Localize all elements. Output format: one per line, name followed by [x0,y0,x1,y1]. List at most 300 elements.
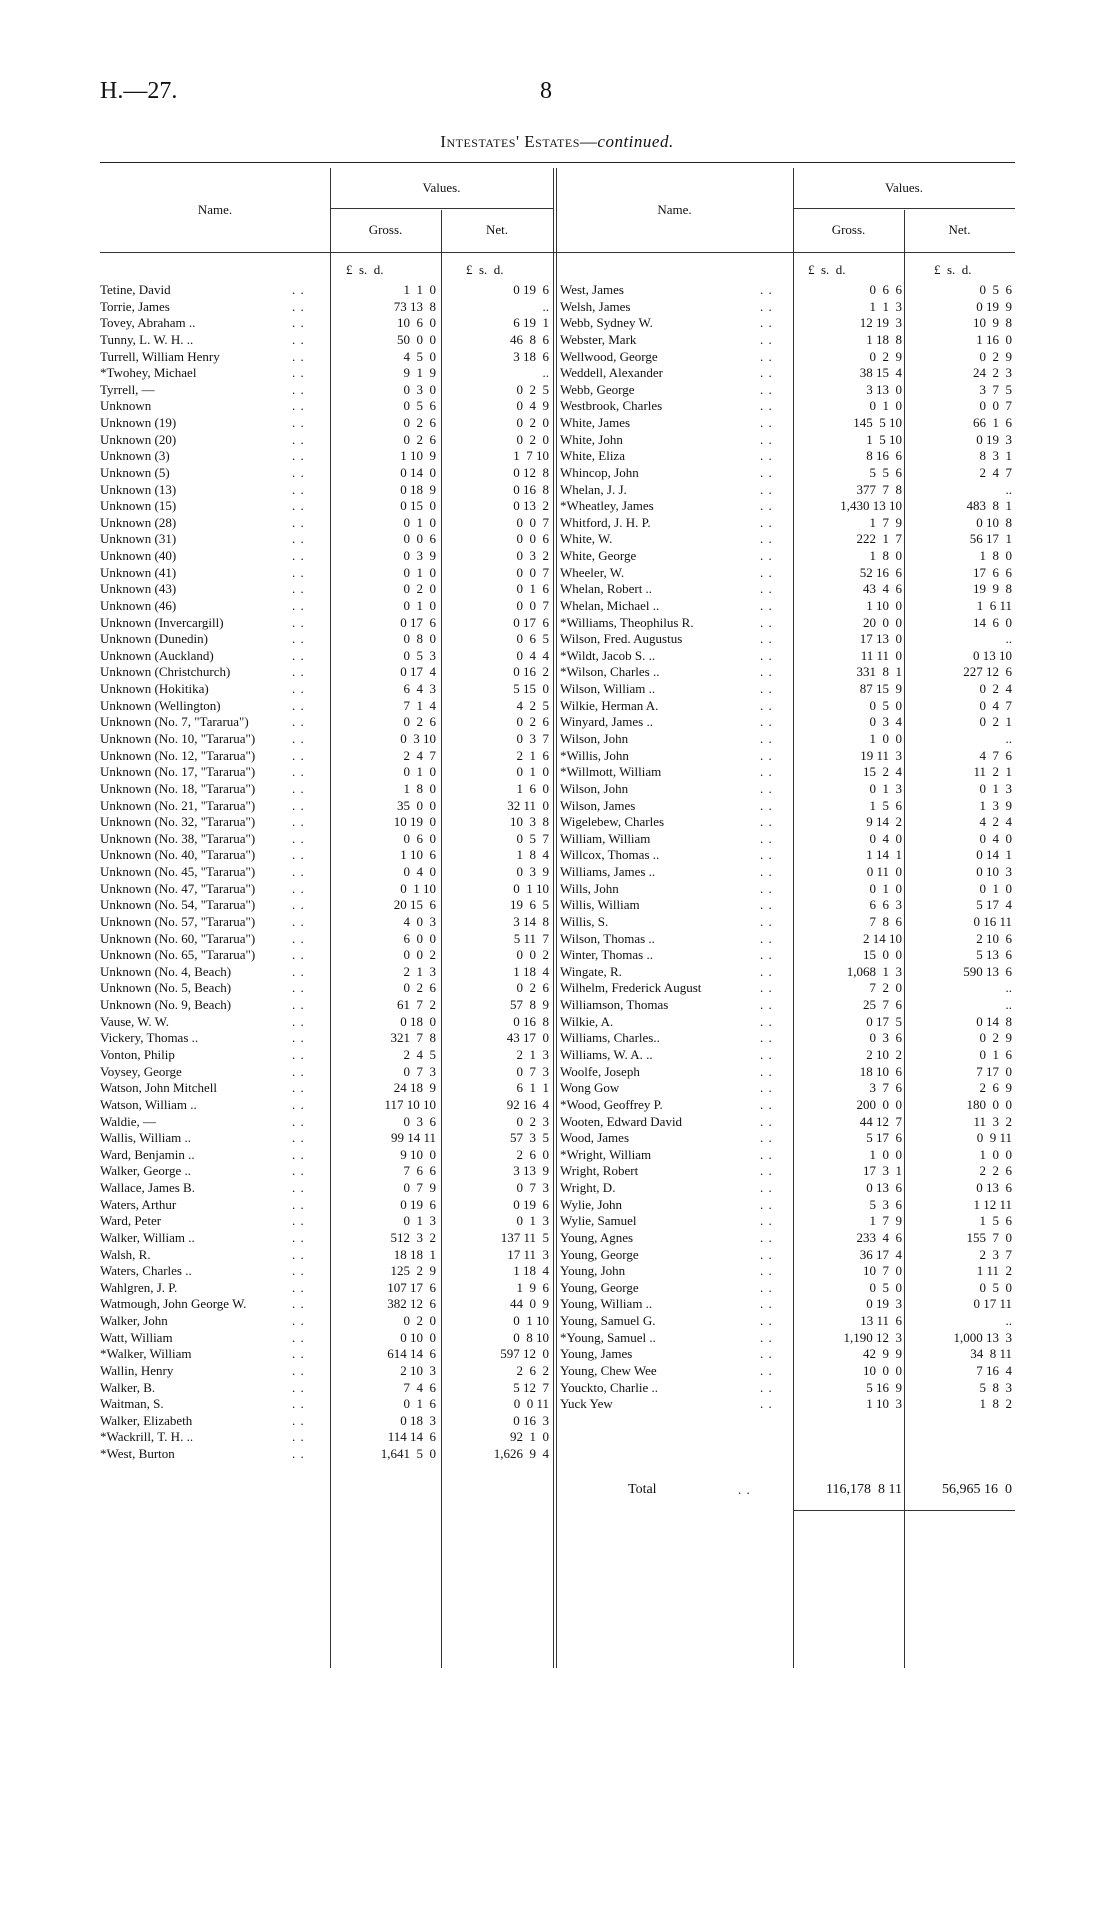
total-label: Total [628,1482,657,1497]
col-header-values-left: Values. [422,180,461,195]
row-leader: . . [760,348,773,364]
row-net: 0 5 7 [516,830,549,846]
row-name: Unknown (31) [100,531,177,547]
row-name: Young, Agnes [560,1229,634,1245]
row-gross: 0 18 3 [400,1412,436,1428]
row-leader: . . [292,315,305,331]
row-net: .. [1005,481,1012,497]
row-gross: 7 1 4 [403,697,436,713]
row-gross: 3 13 0 [866,381,902,397]
row-net: 1 5 6 [979,1213,1012,1229]
row-gross: 4 5 0 [403,348,436,364]
row-net: 1 7 10 [513,448,549,464]
row-net: 0 0 7 [516,514,549,530]
row-gross: 1 18 8 [866,331,902,347]
row-name: Wahlgren, J. P. [100,1279,178,1295]
row-net: 1 11 2 [976,1263,1012,1279]
row-leader: . . [292,913,305,929]
row-gross: 1 1 3 [869,298,902,314]
row-net: 1,000 13 3 [953,1329,1012,1345]
row-gross: 1 10 0 [866,597,902,613]
page-number: 8 [540,78,552,104]
table-row [0,1064,1114,1079]
table-row [0,365,1114,380]
table-row [0,681,1114,696]
row-net: 0 7 3 [516,1063,549,1079]
title-suffix: continued. [597,132,674,151]
row-leader: . . [292,1213,305,1229]
row-gross: 1 1 0 [403,282,436,297]
row-gross: 107 17 6 [387,1279,436,1295]
row-leader: . . [760,1313,773,1329]
row-net: 3 13 9 [513,1163,549,1179]
row-leader: . . [760,1013,773,1029]
row-leader: . . [760,1362,773,1378]
row-leader: . . [760,431,773,447]
row-leader: . . [760,514,773,530]
table-row [0,1446,1114,1461]
row-leader: . . [292,348,305,364]
row-net: 3 7 5 [979,381,1012,397]
table-row [0,814,1114,829]
row-net: 66 1 6 [973,415,1012,431]
row-name: Walker, John [100,1313,168,1329]
row-name: Unknown (5) [100,464,170,480]
row-gross: 0 3 6 [403,1113,436,1129]
row-name: Ward, Peter [100,1213,162,1229]
row-gross: 0 18 0 [400,1013,436,1029]
row-gross: 0 8 0 [403,631,436,647]
row-name: Wright, Robert [560,1163,639,1179]
row-name: Young, George [560,1246,639,1262]
table-row [0,897,1114,912]
row-leader: . . [760,780,773,796]
row-net: 0 16 3 [513,1412,549,1428]
row-net: 0 10 3 [976,864,1012,880]
row-gross: 10 7 0 [863,1263,902,1279]
row-net: 6 1 1 [516,1080,549,1096]
row-leader: . . [760,797,773,813]
row-gross: 0 3 9 [403,548,436,564]
row-leader: . . [760,298,773,314]
row-gross: 2 1 3 [403,963,436,979]
row-leader: . . [292,581,305,597]
row-gross: 114 14 6 [387,1429,436,1445]
row-leader: . . [292,930,305,946]
row-net: 0 16 2 [513,664,549,680]
row-net: 10 9 8 [973,315,1012,331]
row-leader: . . [292,647,305,663]
table-row [0,980,1114,995]
row-gross: 0 1 0 [403,597,436,613]
table-row [0,1014,1114,1029]
row-name: Tetine, David [100,282,171,297]
row-name: *Wood, Geoffrey P. [560,1096,663,1112]
row-leader: . . [760,481,773,497]
row-net: 0 16 8 [513,481,549,497]
table-row [0,1030,1114,1045]
row-net: 0 2 1 [979,714,1012,730]
row-net: 17 11 3 [507,1246,549,1262]
row-leader: . . [292,731,305,746]
row-leader: . . [760,1096,773,1112]
row-net: 0 9 11 [976,1130,1012,1146]
row-name: Unknown (No. 21, "Tararua") [100,797,256,813]
row-leader: . . [760,464,773,480]
row-leader: . . [292,1279,305,1295]
row-name: Wallin, Henry [100,1362,174,1378]
row-leader: . . [760,847,773,863]
row-net: 0 5 0 [979,1279,1012,1295]
row-name: Unknown (No. 54, "Tararua") [100,897,256,913]
row-gross: 18 18 1 [393,1246,436,1262]
row-name: Unknown (Hokitika) [100,681,209,697]
table-row [0,1429,1114,1444]
table-row [0,415,1114,430]
table-row [0,864,1114,879]
row-gross: 1 8 0 [869,548,902,564]
row-net: 1 6 11 [976,597,1012,613]
row-net: 0 13 10 [973,647,1012,663]
row-leader: . . [760,1379,773,1395]
table-row [0,947,1114,962]
row-net: 0 7 3 [516,1180,549,1196]
row-gross: 1 7 9 [869,514,902,530]
row-net: 5 17 4 [976,897,1012,913]
row-leader: . . [292,514,305,530]
row-gross: 0 7 9 [403,1180,436,1196]
row-leader: . . [292,1263,305,1279]
row-net: 7 16 4 [976,1362,1012,1378]
row-leader: . . [760,365,773,381]
row-net: 0 13 6 [976,1180,1012,1196]
table-row [0,1380,1114,1395]
row-name: West, James [560,282,624,297]
row-leader: . . [760,764,773,780]
row-name: Whelan, J. J. [560,481,627,497]
row-name: Unknown (13) [100,481,177,497]
row-leader: . . [760,1246,773,1262]
row-leader: . . [760,997,773,1013]
row-gross: 0 3 4 [869,714,902,730]
row-name: Waters, Arthur [100,1196,177,1212]
table-row [0,847,1114,862]
row-name: *Twohey, Michael [100,365,197,381]
row-name: Wright, D. [560,1180,616,1196]
table-row [0,1330,1114,1345]
row-name: Woolfe, Joseph [560,1063,640,1079]
row-gross: 17 13 0 [859,631,902,647]
row-net: 2 6 2 [516,1362,549,1378]
row-gross: 512 3 2 [390,1229,436,1245]
row-gross: 99 14 11 [390,1130,436,1146]
row-net: 5 15 0 [513,681,549,697]
row-net: 0 2 6 [516,980,549,996]
row-leader: . . [760,731,773,746]
row-name: Unknown [100,398,152,414]
row-name: Walker, B. [100,1379,156,1395]
row-leader: . . [292,747,305,763]
row-name: Westbrook, Charles [560,398,663,414]
row-leader: . . [292,664,305,680]
row-name: Walsh, R. [100,1246,151,1262]
row-net: 1 0 0 [979,1146,1012,1162]
table-row [0,299,1114,314]
title-main: Intestates' Estates [440,132,580,151]
row-name: Watt, William [100,1329,173,1345]
row-name: Walker, George .. [100,1163,191,1179]
row-gross: 87 15 9 [859,681,902,697]
row-leader: . . [760,980,773,996]
row-leader: . . [760,1346,773,1362]
row-name: Whelan, Robert .. [560,581,653,597]
row-gross: 24 18 9 [393,1080,436,1096]
row-net: 0 12 8 [513,464,549,480]
table-row [0,349,1114,364]
row-gross: 0 1 0 [403,514,436,530]
row-name: Willis, S. [560,913,609,929]
row-gross: 8 16 6 [866,448,902,464]
row-leader: . . [292,1396,305,1412]
row-gross: 3 7 6 [869,1080,902,1096]
row-leader: . . [292,448,305,464]
row-gross: 17 3 1 [863,1163,902,1179]
row-leader: . . [292,1196,305,1212]
col-header-name-left: Name. [197,202,233,217]
row-leader: . . [760,381,773,397]
row-gross: 125 2 9 [390,1263,436,1279]
row-leader: . . [292,381,305,397]
row-name: Unknown (40) [100,548,177,564]
row-name: Walker, Elizabeth [100,1412,193,1428]
table-row [0,1047,1114,1062]
row-gross: 9 14 2 [866,814,902,830]
table-row [0,964,1114,979]
row-gross: 1 7 9 [869,1213,902,1229]
table-row [0,332,1114,347]
row-name: Wilson, Fred. Augustus [560,631,683,647]
row-name: Unknown (20) [100,431,177,447]
row-gross: 0 5 3 [403,647,436,663]
row-gross: 0 0 2 [403,947,436,963]
row-gross: 0 2 9 [869,348,902,364]
row-net: 44 0 9 [510,1296,549,1312]
row-leader: . . [292,1030,305,1046]
row-leader: . . [292,498,305,514]
row-leader: . . [292,830,305,846]
row-name: White, W. [560,531,613,547]
col-header-net-right: Net. [948,222,971,237]
table-row [0,465,1114,480]
row-gross: 117 10 10 [384,1096,436,1112]
row-leader: . . [292,1446,305,1462]
row-net: 2 1 3 [516,1046,549,1062]
row-net: 0 6 5 [516,631,549,647]
row-net: 1 12 11 [973,1196,1012,1212]
row-name: Unknown (Invercargill) [100,614,224,630]
row-leader: . . [292,398,305,414]
table-row [0,615,1114,630]
col-header-values-right: Values. [885,180,923,195]
row-net: 57 3 5 [510,1130,549,1146]
row-net: 3 14 8 [513,913,549,929]
row-gross: 42 9 9 [863,1346,902,1362]
row-leader: . . [760,1263,773,1279]
row-gross: 0 1 0 [869,880,902,896]
row-net: 0 0 6 [516,531,549,547]
row-leader: . . [760,1113,773,1129]
row-net: 1 6 0 [516,780,549,796]
row-gross: 0 5 0 [869,697,902,713]
row-gross: 321 7 8 [390,1030,436,1046]
row-net: .. [1005,980,1012,996]
row-leader: . . [292,1429,305,1445]
row-gross: 0 1 0 [403,764,436,780]
row-leader: . . [760,1130,773,1146]
row-name: Watmough, John George W. [100,1296,247,1312]
row-gross: 10 19 0 [393,814,436,830]
table-row [0,798,1114,813]
row-gross: 0 1 10 [400,880,436,896]
row-gross: 5 3 6 [869,1196,902,1212]
row-name: Voysey, George [100,1063,182,1079]
row-name: Unknown (3) [100,448,170,464]
row-gross: 0 2 6 [403,431,436,447]
row-name: Wong Gow [560,1080,620,1096]
row-leader: . . [760,963,773,979]
table-row [0,382,1114,397]
row-net: 0 2 0 [516,415,549,431]
row-net: 34 8 11 [970,1346,1012,1362]
table-row [0,914,1114,929]
row-leader: . . [760,947,773,963]
table-row [0,1163,1114,1178]
row-name: Williamson, Thomas [560,997,669,1013]
row-name: *Wright, William [560,1146,652,1162]
row-leader: . . [292,1412,305,1428]
row-name: Wylie, John [560,1196,623,1212]
row-leader: . . [760,597,773,613]
total-gross: 116,178 8 11 [826,1482,902,1497]
row-name: Wood, James [560,1130,629,1146]
row-net: 46 8 6 [510,331,549,347]
row-gross: 1 0 0 [869,731,902,746]
total-net: 56,965 16 0 [942,1482,1012,1497]
table-row [0,581,1114,596]
row-name: Unknown (No. 7, "Tararua") [100,714,249,730]
row-leader: . . [292,714,305,730]
row-gross: 19 11 3 [860,747,902,763]
units-net-left: £ s. d. [466,262,504,277]
row-gross: 7 4 6 [403,1379,436,1395]
row-leader: . . [292,963,305,979]
row-leader: . . [760,1229,773,1245]
table-row [0,565,1114,580]
row-net: 1,626 9 4 [493,1446,549,1462]
row-leader: . . [292,1296,305,1312]
row-gross: 25 7 6 [863,997,902,1013]
row-leader: . . [292,564,305,580]
row-name: William, William [560,830,651,846]
row-gross: 7 6 6 [403,1163,436,1179]
row-gross: 0 6 0 [403,830,436,846]
table-top-rule [100,162,1015,163]
row-leader: . . [292,415,305,431]
table-row [0,1363,1114,1378]
row-name: Unknown (28) [100,514,177,530]
row-name: Watson, William .. [100,1096,197,1112]
row-leader: . . [760,448,773,464]
row-net: 0 13 2 [513,498,549,514]
row-net: 590 13 6 [963,963,1012,979]
row-gross: 222 1 7 [856,531,902,547]
row-name: Unknown (19) [100,415,177,431]
row-gross: 0 15 0 [400,498,436,514]
row-name: Young, James [560,1346,633,1362]
values-underline-right [793,208,1015,209]
row-net: 0 0 2 [516,947,549,963]
row-leader: . . [292,1130,305,1146]
row-name: Wilson, John [560,731,629,746]
row-name: Williams, W. A. .. [560,1046,653,1062]
row-name: Torrie, James [100,298,170,314]
row-gross: 0 1 6 [403,1396,436,1412]
row-name: Young, Chew Wee [560,1362,657,1378]
table-row [0,1413,1114,1428]
row-net: 0 8 10 [513,1329,549,1345]
row-gross: 10 6 0 [397,315,436,331]
row-gross: 61 7 2 [397,997,436,1013]
row-net: 2 4 7 [979,464,1012,480]
row-leader: . . [292,814,305,830]
row-name: Wilson, John [560,780,629,796]
row-gross: 2 14 10 [863,930,902,946]
table-row [0,664,1114,679]
row-net: 0 2 9 [979,348,1012,364]
row-net: 14 6 0 [973,614,1012,630]
row-gross: 1,068 1 3 [846,963,902,979]
table-row [0,748,1114,763]
row-name: Unknown (15) [100,498,177,514]
row-leader: . . [292,1046,305,1062]
row-leader: . . [292,298,305,314]
row-name: Unknown (No. 5, Beach) [100,980,232,996]
row-leader: . . [760,897,773,913]
row-name: Unknown (No. 40, "Tararua") [100,847,256,863]
units-net-right: £ s. d. [934,262,972,277]
row-net: 0 1 6 [516,581,549,597]
row-gross: 0 10 0 [400,1329,436,1345]
row-gross: 44 12 7 [859,1113,902,1129]
row-net: 57 8 9 [510,997,549,1013]
row-gross: 13 11 6 [860,1313,902,1329]
row-gross: 0 1 0 [403,564,436,580]
row-net: 0 1 10 [513,1313,549,1329]
row-gross: 38 15 4 [859,365,902,381]
row-gross: 11 11 0 [860,647,902,663]
row-gross: 0 13 6 [866,1180,902,1196]
row-gross: 2 4 7 [403,747,436,763]
row-net: 0 0 7 [979,398,1012,414]
row-leader: . . [760,1080,773,1096]
row-name: Winter, Thomas .. [560,947,653,963]
row-name: *Willis, John [560,747,629,763]
row-net: 8 3 1 [979,448,1012,464]
row-leader: . . [760,548,773,564]
row-name: *West, Burton [100,1446,175,1462]
row-gross: 6 4 3 [403,681,436,697]
row-leader: . . [760,1146,773,1162]
